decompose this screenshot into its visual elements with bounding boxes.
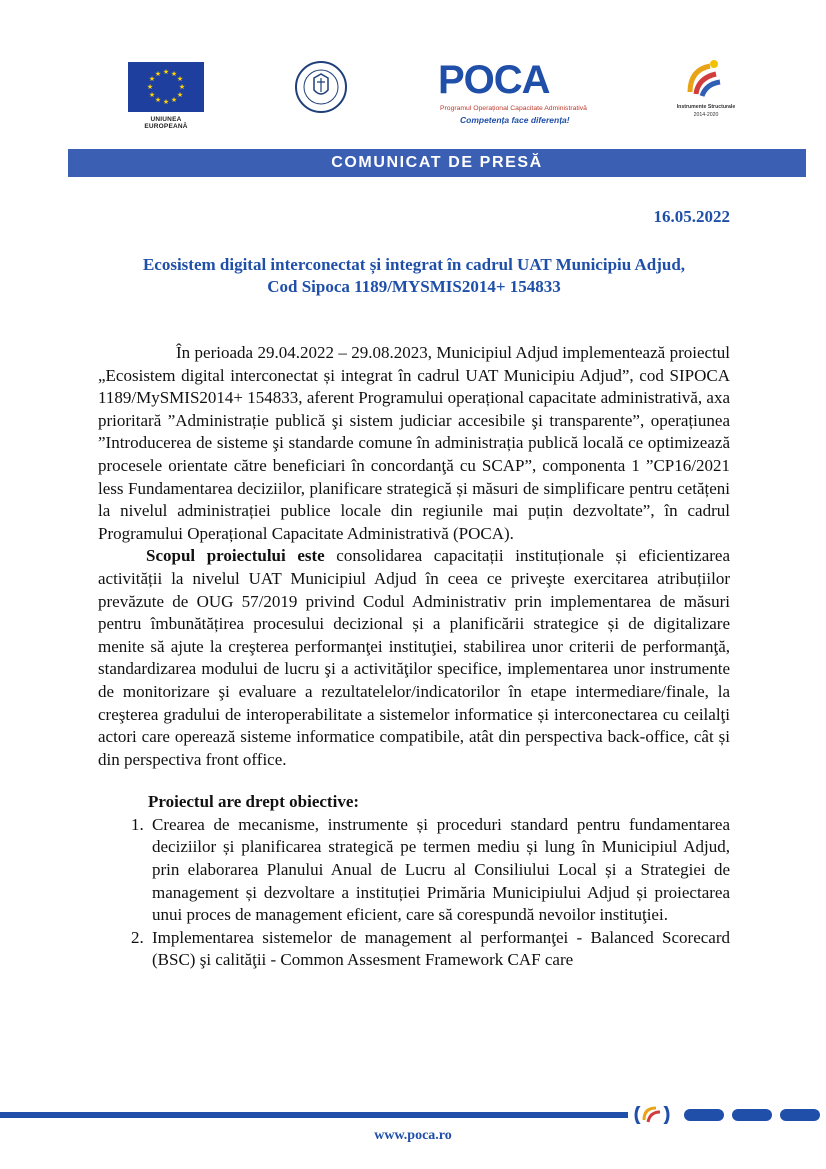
poca-slogan: Competența face diferența! <box>460 115 570 125</box>
objectives-list <box>98 814 730 972</box>
svg-text:★: ★ <box>148 91 156 99</box>
paragraph-scope <box>98 545 730 771</box>
objective-item: 2. Implementarea sistemelor de management al performanţei - Balanced Scorecard (BSC) şi calităţii - Common Assesment Framework CAF care <box>148 927 730 972</box>
release-date: 16.05.2022 <box>653 207 730 226</box>
svg-text:★: ★ <box>146 83 154 91</box>
title-line-2: Cod Sipoca 1189/MYSMIS2014+ 154833 <box>267 277 561 296</box>
poca-subtitle: Programul Operațional Capacitate Administrativă <box>440 105 587 112</box>
scope-text: consolidarea capacitații instituționale și eficientizarea activității la nivelul UAT Municipiul Adjud în ceea ce priveşte exercitarea atribuțiilor prevăzute de OUG 57/2019 privind Codul Administrativ prin implementarea de măsuri pentru îmbunătățirea procesului decizional și a planificării strategice și de digitalizare menite să ajute la creşterea performanţei instituţiei, stabilirea unor criterii de performanţă, standardizarea modului de lucru şi a activităţilor specifice, implementarea unor instrumente de monitorizare şi evaluare a rezultatelelor/indicatorilor în etape intermediare/finale, la creşterea gradului de interoperabilitate a sistemelor informatice și interconectarea cu ceilalţi actori care operează sisteme informatice compatibile, atât din perspectiva back-office, cât și din perspectiva front office. <box>98 546 731 769</box>
document-title <box>98 254 730 298</box>
press-release-banner: COMUNICAT DE PRESĂ <box>68 149 806 177</box>
objective-item: 1. Crearea de mecanisme, instrumente și proceduri standard pentru fundamentarea deciziilor și planificarea strategică pe termen mediu și lung în Municipiul Adjud, prin elaborarea Planului Anual de Lucru al Consiliului Local și a Strategiei de management și dezvoltare a instituției Primăria Municipiului Adjud și proiectarea unui proces de management eficient, care să corespundă nevoilor instituţiei. <box>148 814 730 927</box>
svg-text:★: ★ <box>176 91 184 99</box>
structural-instruments-years: 2014-2020 <box>693 112 719 118</box>
svg-text:★: ★ <box>162 68 170 76</box>
svg-text:★: ★ <box>170 96 178 104</box>
structural-instruments-title: Instrumente Structurale <box>676 104 736 110</box>
document-body <box>98 342 730 972</box>
footer-website: www.poca.ro <box>374 1128 452 1143</box>
svg-text:★: ★ <box>178 83 186 91</box>
svg-text:★: ★ <box>154 96 162 104</box>
government-seal-icon <box>294 60 348 114</box>
svg-text:★: ★ <box>176 75 184 83</box>
eu-logo <box>128 62 204 130</box>
scope-label: Scopul proiectului este <box>146 546 325 566</box>
title-line-1: Ecosistem digital interconectat și integrat în cadrul UAT Municipiu Adjud, <box>142 255 686 274</box>
footer-divider <box>0 1106 826 1124</box>
structural-instruments-logo <box>676 56 736 132</box>
eu-flag-icon <box>128 62 204 112</box>
eu-label: UNIUNEA EUROPEANĂ <box>144 116 188 130</box>
paragraph-period: În perioada 29.04.2022 – 29.08.2023, Municipiul Adjud implementează proiectul „Ecosistem digital interconectat și integrat în cadrul UAT Municipiu Adjud”, cod SIPOCA 1189/MySMIS2014+ 154833, aferent Programului operațional capacitate administrativă, axa prioritară ”Administrație publică şi sistem judiciar accesibile şi transparente”, operațiunea ”Introducerea de sisteme şi standarde comune în administrația publică locală ce optimizează procesele orientate către beneficiari în concordanţă cu SCAP”, componenta 1 ”CP16/2021 less Fundamentarea deciziilor, planificare strategică și măsuri de simplificare pentru cetățeni la nivelul administrației publice locale din regiunile mai puțin dezvoltate”, în cadrul Programului Operațional Capacitate Administrativă (POCA). <box>98 343 730 543</box>
poca-logo <box>436 58 596 128</box>
objectives-heading: Proiectul are drept obiective: <box>148 792 360 812</box>
svg-text:★: ★ <box>170 70 178 78</box>
poca-logo-text: POCA <box>438 58 550 102</box>
structural-instruments-icon <box>676 56 736 102</box>
logo-bar <box>0 52 826 132</box>
svg-text:★: ★ <box>162 98 170 106</box>
svg-text:★: ★ <box>148 75 156 83</box>
svg-text:★: ★ <box>154 70 162 78</box>
